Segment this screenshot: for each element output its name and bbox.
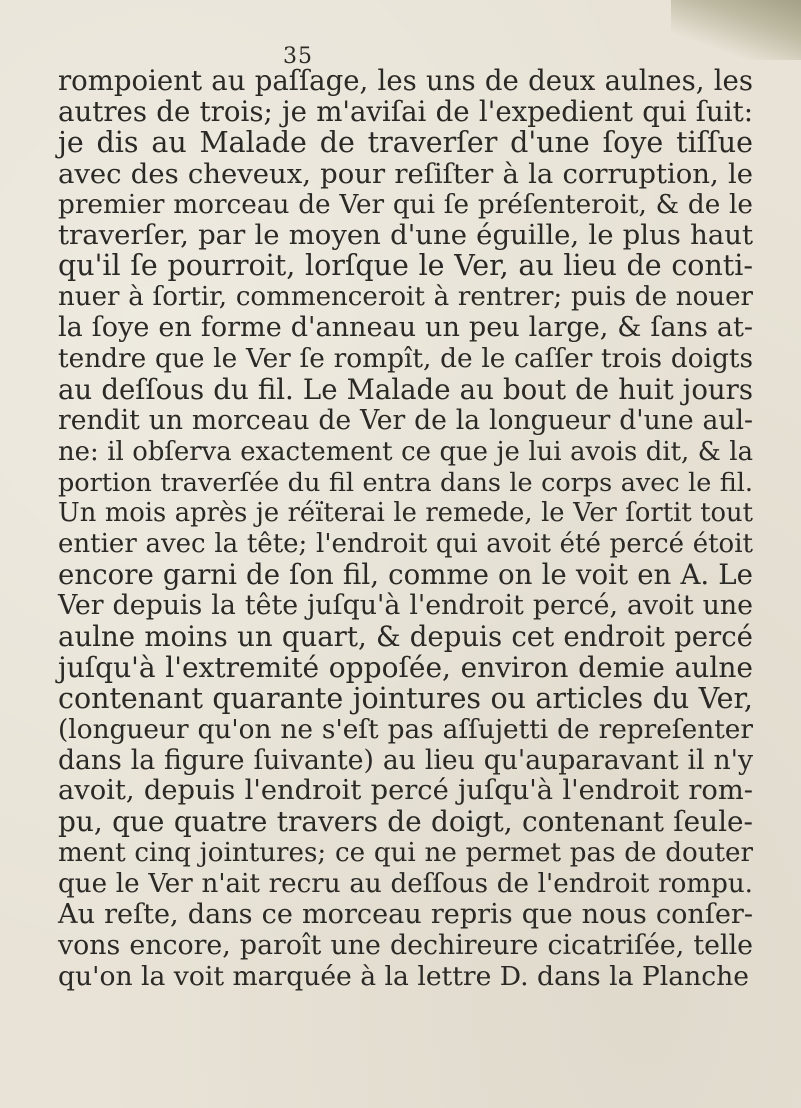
text-line: ne: il obſerva exactement ce que je lui avois dit, & la <box>58 436 753 467</box>
text-line: traverſer, par le moyen d'une éguille, le plus haut <box>58 219 753 252</box>
text-line: qu'on la voit marquée à la lettre D. dans la Planche <box>58 960 749 992</box>
paper-stain <box>671 0 801 60</box>
text-line: contenant quarante jointures ou articles du Ver, <box>58 681 753 715</box>
page-number: 35 <box>283 44 313 69</box>
text-line: autres de trois; je m'aviſai de l'expedient qui ſuit: <box>58 94 753 128</box>
text-line: la ſoye en forme d'anneau un peu large, & ſans at- <box>58 312 753 344</box>
text-line: vons encore, paroît une dechireure cicatriſée, telle <box>58 929 753 961</box>
body-text <box>58 66 753 993</box>
text-line: je dis au Malade de traverſer d'une ſoye tiſſue <box>58 125 753 159</box>
text-line: au deſſous du fil. Le Malade au bout de huit jours <box>58 372 753 406</box>
text-line: entier avec la tête; l'endroit qui avoit été percé étoit <box>58 529 753 560</box>
text-line: Un mois après je réïterai le remede, le Ver ſortit tout <box>58 498 753 529</box>
text-line: portion traverſée du fil entra dans le corps avec le fil. <box>58 467 753 498</box>
text-line: qu'il ſe pourroit, lorſque le Ver, au lieu de conti- <box>58 249 753 283</box>
text-line: que le Ver n'ait recru au deſſous de l'endroit rompu. <box>58 869 753 900</box>
text-line: nuer à ſortir, commenceroit à rentrer; puis de nouer <box>58 282 753 313</box>
text-line: juſqu'à l'extremité oppoſée, environ demie aulne <box>58 650 753 684</box>
text-line: (longueur qu'on ne s'eſt pas aſſujetti de repreſenter <box>58 714 753 745</box>
text-line: avoit, depuis l'endroit percé juſqu'à l'endroit rom- <box>58 775 753 807</box>
text-line: encore garni de ſon fil, comme on le voit en A. Le <box>58 558 753 592</box>
text-line: dans la figure ſuivante) au lieu qu'auparavant il n'y <box>58 744 753 776</box>
text-line: aulne moins un quart, & depuis cet endroit percé <box>58 620 753 654</box>
text-line: rendit un morceau de Ver de la longueur d'une aul- <box>58 404 753 436</box>
text-line: avec des cheveux, pour reſiſter à la corruption, le <box>58 157 753 190</box>
text-line: premier morceau de Ver qui ſe préſenteroit, & de le <box>58 189 753 220</box>
text-line: ment cinq jointures; ce qui ne permet pas de douter <box>58 838 753 869</box>
text-line: tendre que le Ver ſe rompît, de le caſſer trois doigts <box>58 344 753 375</box>
text-line: pu, que quatre travers de doigt, contenant ſeule- <box>58 805 753 839</box>
text-line: Au reſte, dans ce morceau repris que nous conſer- <box>58 899 753 931</box>
text-line: rompoient au paſſage, les uns de deux aulnes, les <box>58 65 753 97</box>
text-line: Ver depuis la tête juſqu'à l'endroit percé, avoit une <box>58 590 753 622</box>
